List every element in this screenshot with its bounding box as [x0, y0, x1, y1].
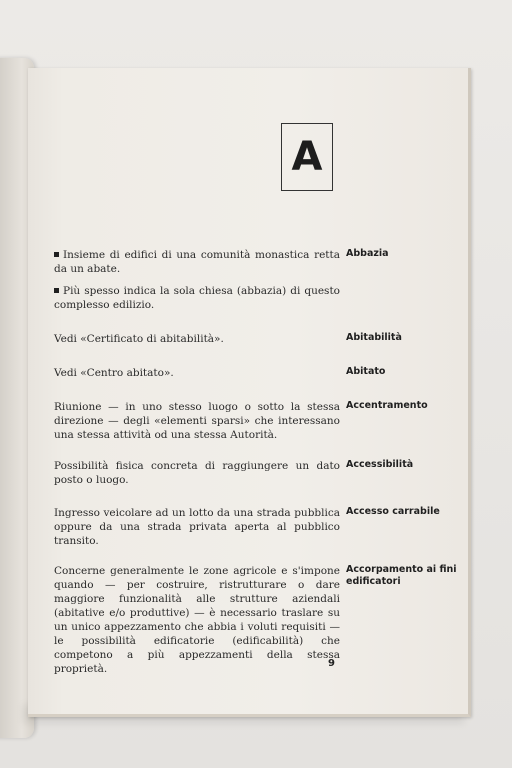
- bullet-icon: [54, 288, 59, 293]
- entry-term: Accessibilità: [346, 459, 414, 470]
- definition-paragraph: Più spesso indica la sola chiesa (abbazia) di questo complesso edilizio.: [54, 285, 340, 311]
- entry-definition: [54, 506, 340, 556]
- bullet-icon: [54, 252, 59, 257]
- definition-paragraph: Vedi «Centro abitato».: [54, 367, 174, 379]
- page-number: 9: [328, 658, 335, 669]
- entry-definition: [54, 248, 340, 320]
- entry-term: Abitabilità: [346, 332, 402, 343]
- entry-definition: [54, 400, 340, 450]
- definition-paragraph: Ingresso veicolare ad un lotto da una strada pubblica oppure da una strada privata aperta al pubblico transito.: [54, 507, 340, 547]
- definition-paragraph: Riunione — in uno stesso luogo o sotto la stessa direzione — degli «elementi sparsi» che interessano una stessa attività od una stessa Autorità.: [54, 401, 340, 441]
- entry-definition: [54, 366, 340, 388]
- definition-paragraph: Concerne generalmente le zone agricole e s'impone quando — per costruire, ristrutturare o dare maggiore funzionalità alle strutture aziendali (abitative e/o produttive) — è necessario traslare su un unico appezzamento che abbia i voluti requisiti — le possibilità edificatorie (edificabilità) che competono a più appezzamenti della stessa proprietà.: [54, 565, 340, 675]
- entry-term: Accentramento: [346, 400, 428, 411]
- entry-definition: [54, 332, 340, 354]
- section-letter: A: [291, 134, 323, 180]
- book-page: [28, 68, 471, 717]
- definition-paragraph: Insieme di edifici di una comunità monastica retta da un abate.: [54, 249, 340, 275]
- section-letter-box: [281, 123, 333, 191]
- definition-paragraph: Possibilità fisica concreta di raggiungere un dato posto o luogo.: [54, 460, 340, 486]
- entry-term: Abbazia: [346, 248, 389, 259]
- definition-paragraph: Vedi «Certificato di abitabilità».: [54, 333, 224, 345]
- entry-definition: [54, 564, 340, 684]
- entry-term: Accorpamento ai fini edificatori: [346, 564, 457, 587]
- entry-term: Accesso carrabile: [346, 506, 440, 517]
- entry-term: Abitato: [346, 366, 386, 377]
- entry-definition: [54, 459, 340, 495]
